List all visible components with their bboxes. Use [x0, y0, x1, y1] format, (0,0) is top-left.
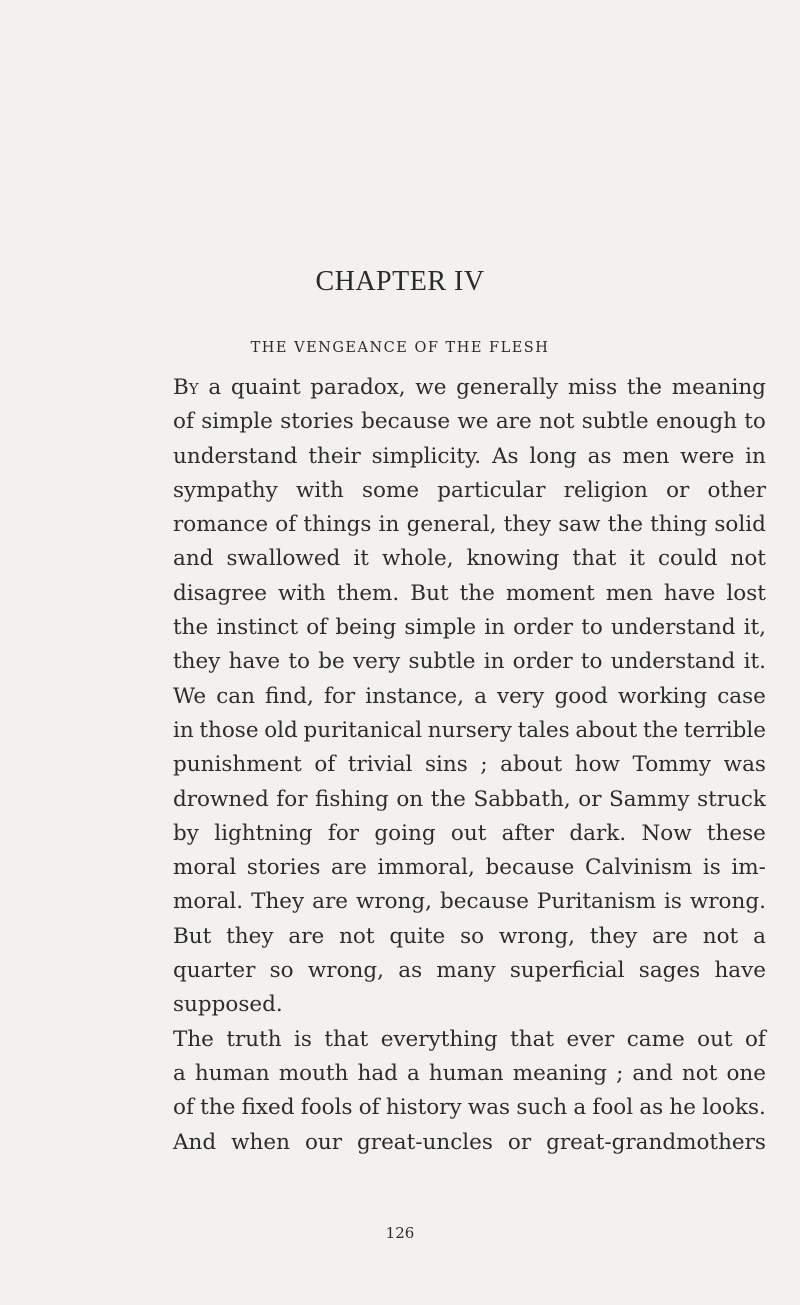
word: are	[312, 889, 348, 915]
word: it.	[743, 649, 766, 675]
word: not	[339, 923, 375, 949]
word: thing	[650, 512, 708, 538]
word: when	[231, 1129, 290, 1155]
word: wrong,	[307, 958, 384, 984]
word: great-grandmothers	[546, 1129, 766, 1155]
word: it	[353, 546, 369, 572]
page-number: 126	[385, 1224, 415, 1242]
word: have	[228, 649, 281, 675]
word: order	[513, 615, 574, 641]
word: they	[226, 923, 274, 949]
word: supposed.	[173, 992, 283, 1018]
word: wrong,	[355, 889, 433, 915]
word: in	[378, 512, 400, 538]
word: moral	[173, 855, 237, 881]
word: the	[607, 512, 643, 538]
word: very	[497, 683, 545, 709]
word: the	[173, 615, 209, 641]
word: superficial	[509, 958, 625, 984]
word: general,	[406, 512, 497, 538]
word: in	[173, 717, 194, 743]
word: many	[436, 958, 496, 984]
word: of	[173, 409, 194, 435]
word: not	[681, 1060, 718, 1086]
word: with	[278, 580, 326, 606]
word: By	[173, 375, 199, 400]
word: not	[539, 409, 575, 435]
word: sages	[638, 958, 701, 984]
word: after	[501, 820, 555, 846]
text-line	[173, 817, 766, 851]
word: were	[680, 443, 735, 469]
word: fishing	[315, 786, 389, 812]
word: that	[324, 1026, 369, 1052]
word: religion	[563, 477, 648, 503]
word: They	[251, 889, 305, 915]
word: are	[331, 855, 367, 881]
word: knowing	[466, 546, 560, 572]
word: have	[663, 580, 716, 606]
word: are	[495, 409, 532, 435]
word: because	[485, 855, 575, 881]
word: is	[294, 1026, 312, 1052]
word: so	[460, 923, 485, 949]
word: so	[269, 958, 294, 984]
text-line	[173, 954, 766, 988]
word: as	[587, 443, 612, 469]
word: quaint	[230, 375, 301, 400]
text-line	[173, 1126, 766, 1160]
word: Calvinism	[585, 855, 693, 881]
word: it,	[743, 615, 766, 641]
word: long	[529, 443, 577, 469]
word: not	[702, 923, 739, 949]
word: puritanical	[303, 717, 423, 743]
word: men	[622, 443, 670, 469]
word: simple	[201, 409, 273, 435]
word: because	[361, 409, 451, 435]
word: they	[503, 512, 552, 538]
text-line	[173, 542, 766, 576]
word: such	[516, 1095, 568, 1121]
text-line	[173, 1057, 766, 1091]
word: a	[753, 923, 766, 949]
text-line	[173, 748, 766, 782]
word: or	[507, 1129, 532, 1155]
word: as	[398, 958, 423, 984]
word: they	[173, 649, 221, 675]
word: about	[500, 752, 563, 778]
word: generally	[456, 375, 559, 400]
word: the	[459, 580, 495, 606]
word: subtle	[408, 649, 476, 675]
word: to	[744, 409, 766, 435]
word: quite	[389, 923, 446, 949]
word: instance,	[365, 683, 464, 709]
word: order	[512, 649, 573, 675]
word: in	[484, 615, 505, 641]
word: and	[632, 1060, 673, 1086]
word: things	[303, 512, 372, 538]
word: And	[173, 1129, 217, 1155]
word: in	[745, 443, 766, 469]
word: the	[200, 1095, 236, 1121]
word: is	[702, 855, 721, 881]
word: moral.	[173, 889, 244, 915]
text-line	[173, 885, 766, 919]
body-text	[173, 371, 766, 1160]
word: as	[639, 1095, 664, 1121]
word: the	[642, 717, 679, 743]
text-line	[173, 680, 766, 714]
word: or	[578, 786, 602, 812]
word: enough	[655, 409, 737, 435]
word: of	[173, 1095, 194, 1121]
word: subtle	[581, 409, 649, 435]
word: lost	[726, 580, 766, 606]
text-line	[173, 371, 766, 405]
word: disagree	[173, 580, 267, 606]
text-line	[173, 783, 766, 817]
word: because	[439, 889, 529, 915]
word: Sabbath,	[473, 786, 571, 812]
word: of	[358, 1095, 380, 1121]
text-line	[173, 1091, 766, 1125]
word: are	[652, 923, 688, 949]
word: going	[374, 820, 436, 846]
text-line	[173, 645, 766, 679]
word: paradox,	[310, 375, 406, 400]
word: case	[717, 683, 766, 709]
text-line	[173, 851, 766, 885]
word: of	[306, 615, 328, 641]
word: miss	[567, 375, 618, 400]
word: tales	[517, 717, 570, 743]
word: be	[318, 649, 345, 675]
word: for	[327, 820, 360, 846]
word: it	[629, 546, 645, 572]
word: could	[657, 546, 718, 572]
word: the	[430, 786, 466, 812]
word: out	[450, 820, 487, 846]
word: other	[707, 477, 766, 503]
text-line	[173, 508, 766, 542]
word: was	[723, 752, 766, 778]
word: of	[314, 752, 336, 778]
word: a	[173, 1060, 186, 1086]
word: by	[173, 820, 199, 846]
word: punishment	[173, 752, 302, 778]
text-line	[173, 405, 766, 439]
word: are	[288, 923, 325, 949]
word: meaning	[512, 1060, 607, 1086]
word: or	[666, 477, 690, 503]
word: lightning	[214, 820, 313, 846]
word: one	[726, 1060, 766, 1086]
word: Puritanism	[536, 889, 656, 915]
word: great-uncles	[357, 1129, 493, 1155]
word: saw	[558, 512, 601, 538]
chapter-subtitle: THE VENGEANCE OF THE FLESH	[250, 340, 550, 356]
word: stories	[280, 409, 354, 435]
word: some	[361, 477, 420, 503]
word: simplicity.	[371, 443, 482, 469]
word: have	[714, 958, 766, 984]
word: was	[467, 1095, 511, 1121]
word: looks.	[702, 1095, 766, 1121]
word: terrible	[683, 717, 766, 743]
word: of	[744, 1026, 766, 1052]
word: the	[626, 375, 663, 400]
word: whole,	[381, 546, 454, 572]
word: a	[573, 1095, 587, 1121]
word: im-	[731, 855, 766, 881]
word: very	[353, 649, 401, 675]
word: fixed	[241, 1095, 295, 1121]
word: good	[554, 683, 608, 709]
word: wrong.	[689, 889, 766, 915]
word: solid	[714, 512, 766, 538]
word: history	[385, 1095, 462, 1121]
word: on	[396, 786, 424, 812]
word: simple	[404, 615, 477, 641]
word: ;	[616, 1060, 624, 1086]
word: quarter	[173, 958, 256, 984]
word: As	[491, 443, 519, 469]
word: them.	[336, 580, 400, 606]
word: that	[572, 546, 617, 572]
word: to	[581, 615, 603, 641]
word: how	[574, 752, 620, 778]
word: came	[626, 1026, 685, 1052]
word: fools	[300, 1095, 353, 1121]
word: that	[510, 1026, 555, 1052]
word: is	[663, 889, 682, 915]
word: fool	[592, 1095, 634, 1121]
word: a	[208, 375, 222, 400]
word: Tommy	[632, 752, 712, 778]
word: moment	[505, 580, 595, 606]
word: understand	[610, 615, 736, 641]
word: immoral,	[377, 855, 475, 881]
text-line	[173, 1023, 766, 1057]
text-line	[173, 611, 766, 645]
word: being	[335, 615, 397, 641]
word: old	[264, 717, 298, 743]
word: to	[580, 649, 603, 675]
word: ;	[480, 752, 488, 778]
word: for	[323, 683, 356, 709]
word: understand	[610, 649, 736, 675]
word: sins	[424, 752, 468, 778]
word: ever	[566, 1026, 615, 1052]
word: not	[730, 546, 766, 572]
word: human	[194, 1060, 270, 1086]
word: men	[605, 580, 653, 606]
text-line	[173, 988, 766, 1022]
word: their	[308, 443, 361, 469]
word: mouth	[278, 1060, 349, 1086]
word: can	[216, 683, 255, 709]
word: we	[415, 375, 447, 400]
word: swallowed	[226, 546, 341, 572]
text-line	[173, 920, 766, 954]
word: We	[173, 683, 207, 709]
word: instinct	[216, 615, 299, 641]
word: trivial	[347, 752, 413, 778]
word: romance	[173, 512, 269, 538]
word: meaning	[671, 375, 766, 400]
word: particular	[437, 477, 546, 503]
word: he	[669, 1095, 696, 1121]
word: But	[410, 580, 449, 606]
word: had	[357, 1060, 398, 1086]
text-line	[173, 577, 766, 611]
word: Now	[641, 820, 692, 846]
word: struck	[697, 786, 766, 812]
word: for	[276, 786, 308, 812]
word: a	[407, 1060, 420, 1086]
word: in	[483, 649, 505, 675]
word: The	[173, 1026, 214, 1052]
word: we	[457, 409, 489, 435]
word: everything	[380, 1026, 498, 1052]
word: drowned	[173, 786, 269, 812]
word: they	[589, 923, 638, 949]
word: But	[173, 923, 212, 949]
word: out	[697, 1026, 733, 1052]
text-line	[173, 440, 766, 474]
word: these	[706, 820, 766, 846]
word: human	[428, 1060, 504, 1086]
word: working	[618, 683, 708, 709]
word: our	[304, 1129, 343, 1155]
word: to	[288, 649, 310, 675]
word: of	[275, 512, 297, 538]
text-line	[173, 714, 766, 748]
word: nursery	[427, 717, 512, 743]
word: sympathy	[173, 477, 278, 503]
word: stories	[246, 855, 321, 881]
word: find,	[265, 683, 314, 709]
word: and	[173, 546, 214, 572]
word: dark.	[569, 820, 627, 846]
chapter-heading: CHAPTER IV	[315, 266, 485, 297]
word: wrong,	[498, 923, 575, 949]
word: those	[199, 717, 259, 743]
word: truth	[226, 1026, 282, 1052]
text-line	[173, 474, 766, 508]
word: about	[575, 717, 638, 743]
word: a	[474, 683, 487, 709]
word: understand	[173, 443, 298, 469]
word: Sammy	[609, 786, 690, 812]
word: with	[295, 477, 344, 503]
